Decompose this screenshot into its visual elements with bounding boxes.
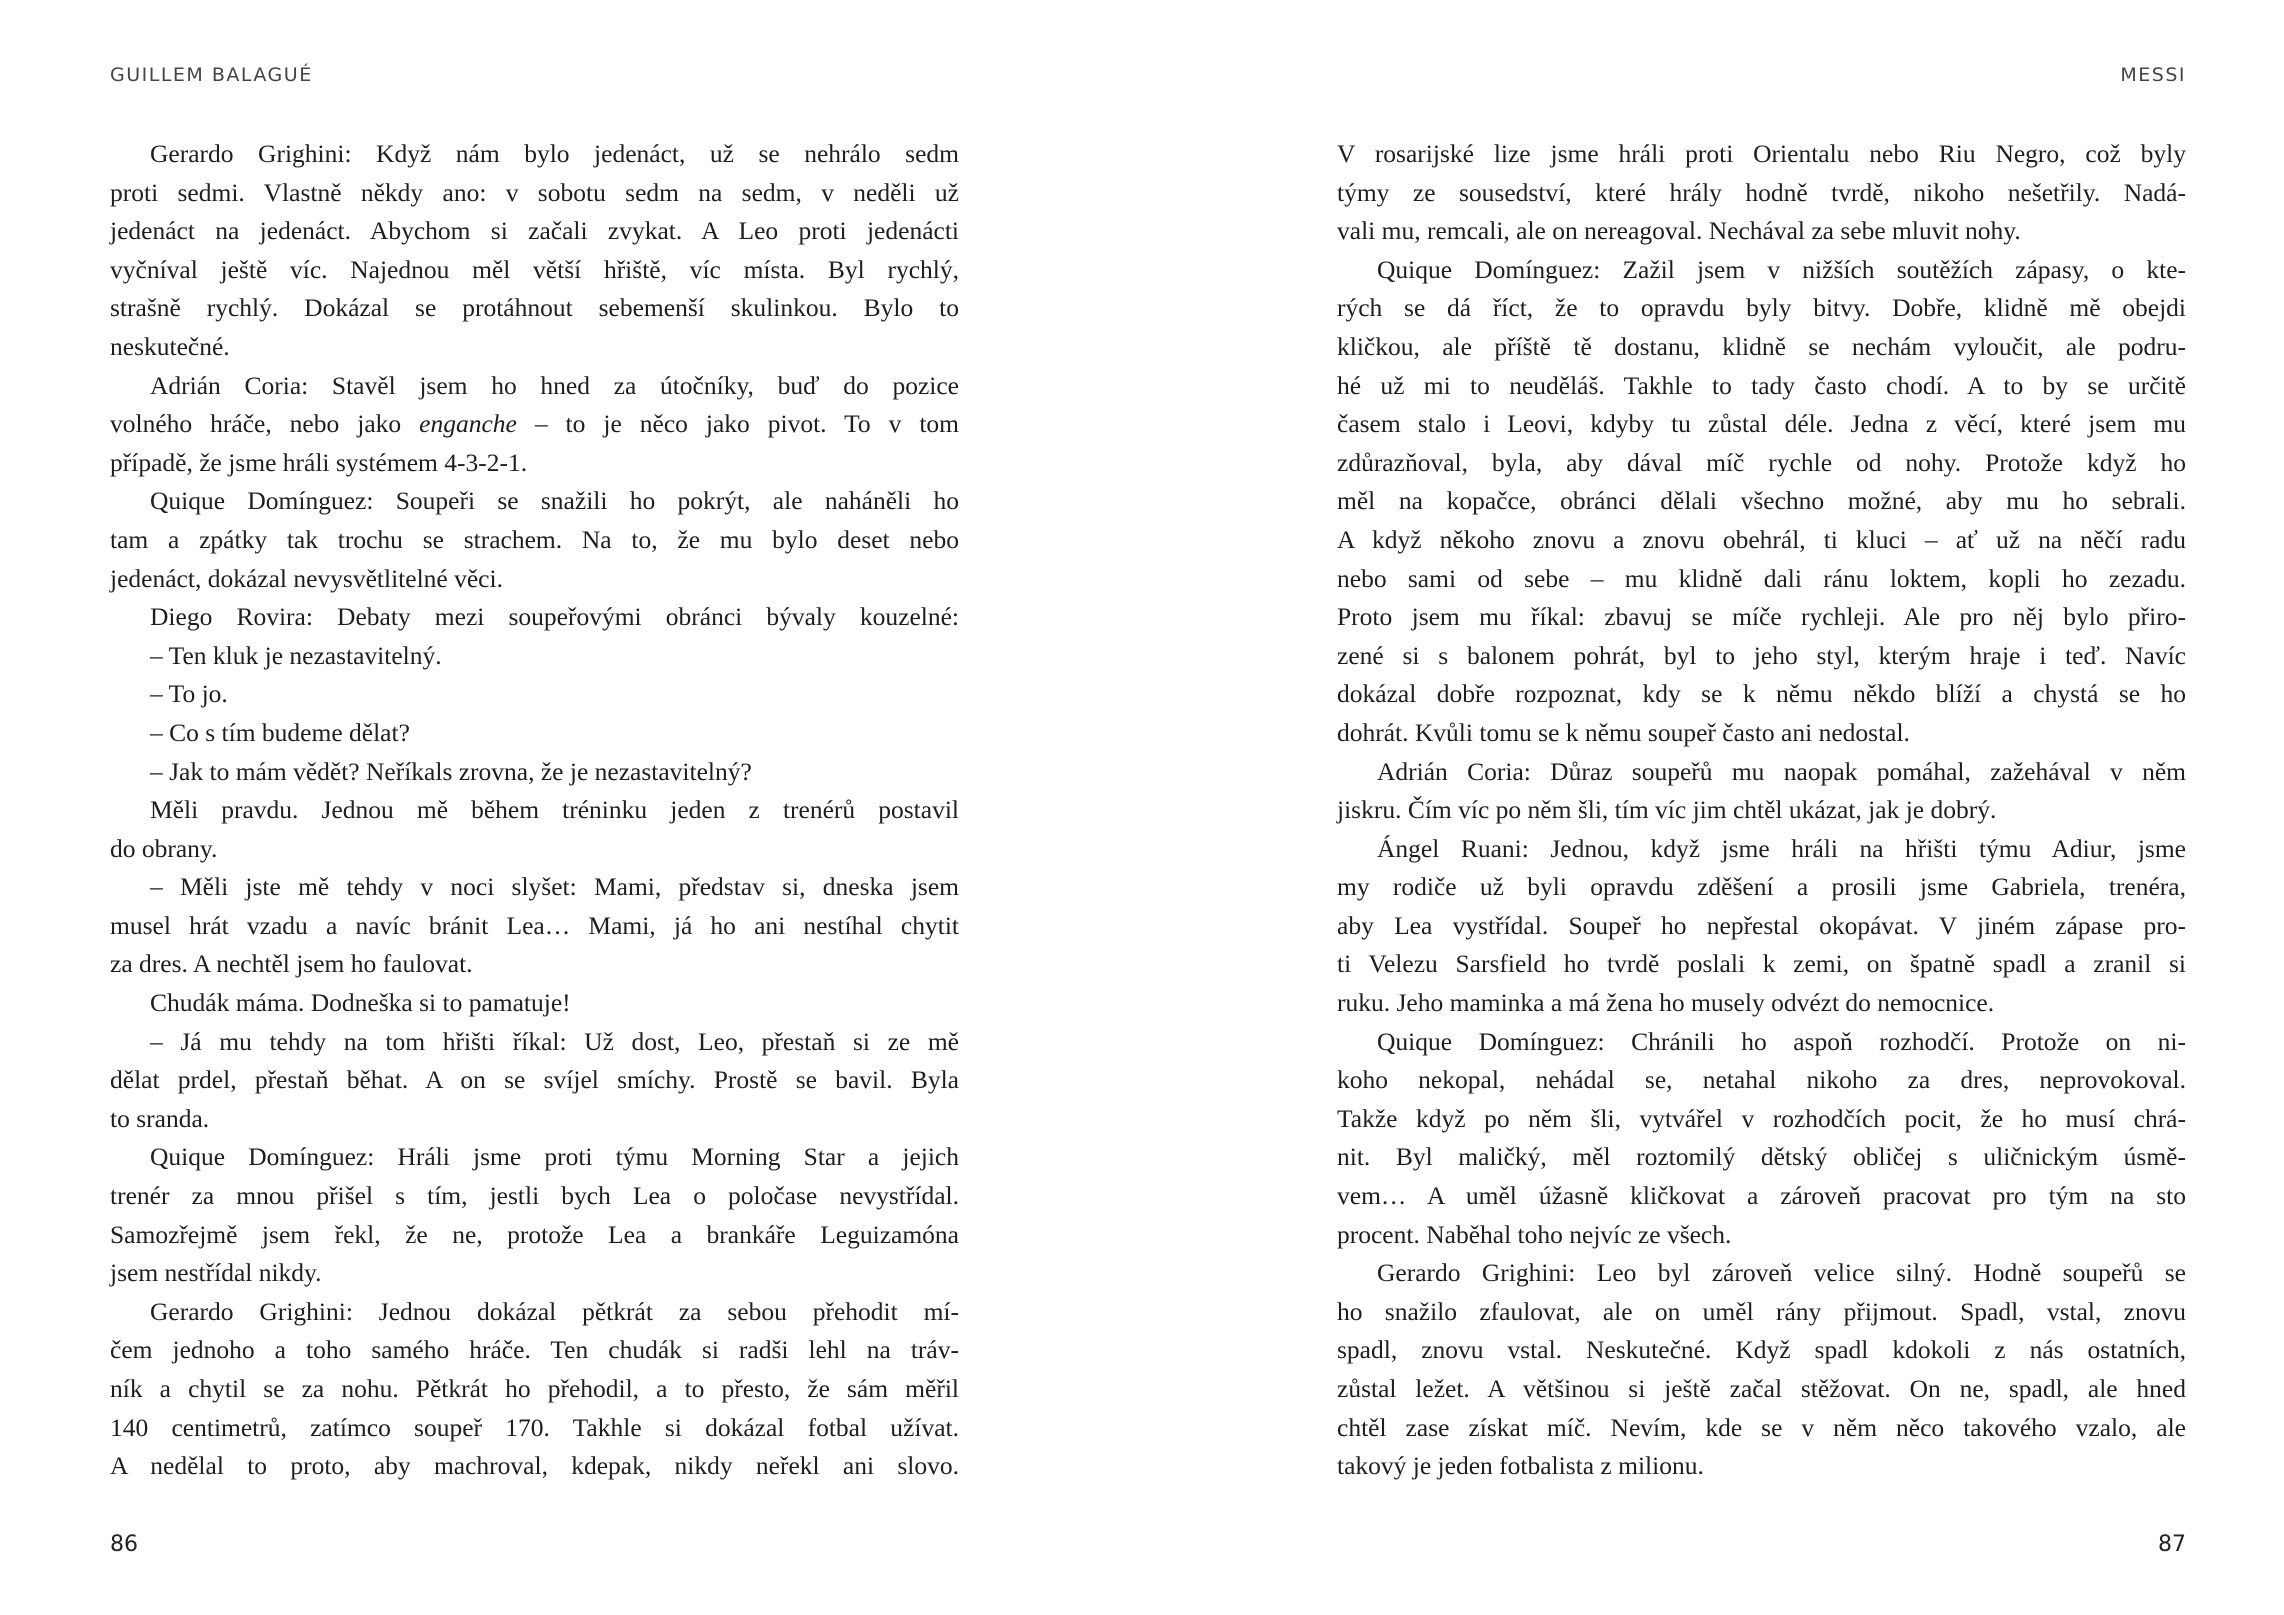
- text-line: [1337, 212, 2186, 251]
- text-segment: případě, že jsme hráli systémem 4-3-2-1.: [110, 447, 528, 477]
- text-segment: A nedělal to proto, aby machroval, kdepak, nikdy neřekl ani slovo.: [110, 1451, 959, 1481]
- text-segment: dělat prdel, přestaň běhat. A on se svíjel smíchy. Prostě se bavil. Byla: [110, 1065, 959, 1095]
- text-segment: kličkou, ale příště tě dostanu, klidně se nechám vyloučit, ale podru-: [1337, 331, 2186, 361]
- text-segment: to sranda.: [110, 1103, 210, 1133]
- text-segment: proti sedmi. Vlastně někdy ano: v sobotu sedm na sedm, v neděli už: [110, 177, 959, 207]
- text-segment: Gerardo Grighini: Leo byl zároveň velice silný. Hodně soupeřů se: [1377, 1258, 2186, 1288]
- text-line: [1337, 868, 2186, 907]
- text-segment: spadl, znovu vstal. Neskutečné. Když spadl kdokoli z nás ostatních,: [1337, 1335, 2186, 1365]
- text-line: [1337, 907, 2186, 946]
- text-line: [1337, 251, 2186, 290]
- text-segment: ti Velezu Sarsfield ho tvrdě poslali k zemi, on špatně spadl a zranil si: [1337, 949, 2186, 979]
- text-segment: neskutečné.: [110, 331, 230, 361]
- text-segment: vali mu, remcali, ale on nereagoval. Nechával za sebe mluvit nohy.: [1337, 216, 2021, 246]
- text-line: [110, 1138, 959, 1177]
- text-line: [110, 791, 959, 830]
- text-line: [1337, 1138, 2186, 1177]
- text-segment: Chudák máma. Dodneška si to pamatuje!: [150, 988, 571, 1018]
- text-segment: aby Lea vystřídal. Soupeř ho nepřestal okopávat. V jiném zápase pro-: [1337, 910, 2186, 940]
- text-line: [1337, 560, 2186, 599]
- text-segment: Quique Domínguez: Zažil jsem v nižších soutěžích zápasy, o kte-: [1377, 254, 2186, 284]
- text-line: [1337, 1254, 2186, 1293]
- text-line: [1337, 1447, 2186, 1486]
- text-segment: koho nekopal, nehádal se, netahal nikoho za dres, neprovokoval.: [1337, 1065, 2186, 1095]
- text-segment: týmy ze sousedství, které hrály hodně tvrdě, nikoho nešetřily. Nadá-: [1337, 177, 2186, 207]
- text-line: [110, 1370, 959, 1409]
- text-line: [110, 868, 959, 907]
- left-page-body: [110, 135, 959, 1486]
- text-line: [1337, 405, 2186, 444]
- text-segment: Adrián Coria: Důraz soupeřů mu naopak pomáhal, zažehával v něm: [1377, 756, 2186, 786]
- text-line: [110, 1023, 959, 1062]
- text-segment: dokázal dobře rozpoznat, kdy se k němu někdo blíží a chystá se ho: [1337, 679, 2186, 709]
- text-segment: zůstal ležet. A většinou si ještě začal stěžovat. On ne, spadl, ale hned: [1337, 1374, 2186, 1403]
- text-segment: dohrát. Kvůli tomu se k němu soupeř často ani nedostal.: [1337, 717, 1910, 747]
- text-line: [1337, 1061, 2186, 1100]
- text-line: [1337, 521, 2186, 560]
- text-segment: – Ten kluk je nezastavitelný.: [150, 640, 442, 670]
- text-line: [1337, 1293, 2186, 1332]
- text-segment: musel hrát vzadu a navíc bránit Lea… Mami, já ho ani nestíhal chytit: [110, 910, 959, 940]
- text-line: [110, 328, 959, 367]
- text-segment: volného hráče, nebo jako: [110, 409, 420, 439]
- text-segment: čem jednoho a toho samého hráče. Ten chudák si radši lehl na tráv-: [110, 1335, 959, 1365]
- text-segment: – Jak to mám vědět? Neříkals zrovna, že je nezastavitelný?: [150, 756, 752, 786]
- text-segment: Proto jsem mu říkal: zbavuj se míče rychleji. Ale pro něj bylo přiro-: [1337, 602, 2186, 632]
- text-segment: Diego Rovira: Debaty mezi soupeřovými obránci bývaly kouzelné:: [150, 602, 959, 632]
- italic-term: enganche: [419, 409, 517, 439]
- text-line: [1337, 174, 2186, 213]
- text-segment: do obrany.: [110, 833, 218, 863]
- text-line: [1337, 1100, 2186, 1139]
- text-line: [110, 1216, 959, 1255]
- text-line: [110, 1447, 959, 1486]
- text-line: [1337, 1409, 2186, 1448]
- text-line: [110, 289, 959, 328]
- right-page-body: [1337, 135, 2186, 1486]
- text-segment: ruku. Jeho maminka a má žena ho musely odvézt do nemocnice.: [1337, 988, 1995, 1018]
- text-line: [110, 251, 959, 290]
- text-segment: jsem nestřídal nikdy.: [110, 1258, 322, 1288]
- text-line: [110, 945, 959, 984]
- text-segment: Gerardo Grighini: Jednou dokázal pětkrát za sebou přehodit mí-: [150, 1296, 959, 1326]
- text-line: [1337, 1216, 2186, 1255]
- text-segment: jedenáct na jedenáct. Abychom si začali zvykat. A Leo proti jedenácti: [110, 216, 959, 246]
- text-line: [1337, 1177, 2186, 1216]
- text-line: [110, 753, 959, 792]
- text-segment: Měli pravdu. Jednou mě během tréninku jeden z trenérů postavil: [150, 795, 959, 825]
- text-segment: Samozřejmě jsem řekl, že ne, protože Lea a brankáře Leguizamóna: [110, 1219, 959, 1249]
- text-line: [110, 1061, 959, 1100]
- text-segment: trenér za mnou přišel s tím, jestli bych Lea o poločase nevystřídal.: [110, 1181, 959, 1211]
- text-segment: – to je něco jako pivot. To v tom: [516, 409, 959, 439]
- text-segment: – Co s tím budeme dělat?: [150, 717, 410, 747]
- text-segment: procent. Naběhal toho nejvíc ze všech.: [1337, 1219, 1732, 1249]
- text-segment: ník a chytil se za nohu. Pětkrát ho přehodil, a to přesto, že sám měřil: [110, 1374, 959, 1403]
- text-line: [110, 212, 959, 251]
- text-segment: chtěl zase získat míč. Nevím, kde se v něm něco takového vzalo, ale: [1337, 1412, 2186, 1442]
- text-segment: hé už mi to neuděláš. Takhle to tady často chodí. A to by se určitě: [1337, 370, 2186, 400]
- text-line: [110, 830, 959, 869]
- text-segment: jiskru. Čím víc po něm šli, tím víc jim chtěl ukázat, jak je dobrý.: [1337, 795, 1997, 825]
- text-segment: – Měli jste mě tehdy v noci slyšet: Mami, představ si, dneska jsem: [150, 872, 959, 902]
- text-line: [1337, 984, 2186, 1023]
- text-segment: Quique Domínguez: Soupeři se snažili ho pokrýt, ale naháněli ho: [150, 486, 959, 516]
- text-line: [110, 174, 959, 213]
- page-number-right: 87: [2158, 1532, 2186, 1557]
- text-line: [1337, 135, 2186, 174]
- text-segment: tam a zpátky tak trochu se strachem. Na to, že mu bylo deset nebo: [110, 524, 959, 554]
- text-segment: nit. Byl maličký, měl roztomilý dětský obličej s uličnickým úsmě-: [1337, 1142, 2186, 1172]
- text-segment: – To jo.: [150, 679, 228, 709]
- text-line: [1337, 1331, 2186, 1370]
- text-segment: strašně rychlý. Dokázal se protáhnout sebemenší skulinkou. Bylo to: [110, 293, 959, 323]
- text-line: [110, 1100, 959, 1139]
- text-line: [1337, 945, 2186, 984]
- text-segment: za dres. A nechtěl jsem ho faulovat.: [110, 949, 473, 979]
- text-segment: Quique Domínguez: Hráli jsme proti týmu Morning Star a jejich: [150, 1142, 959, 1172]
- text-segment: měl na kopačce, obránci dělali všechno možné, aby mu ho sebrali.: [1337, 486, 2186, 516]
- text-line: [110, 1254, 959, 1293]
- text-line: [110, 637, 959, 676]
- text-segment: vem… A uměl úžasně kličkovat a zároveň pracovat pro tým na sto: [1337, 1181, 2186, 1211]
- running-head-author: GUILLEM BALAGUÉ: [110, 64, 313, 86]
- text-line: [1337, 791, 2186, 830]
- text-line: [110, 444, 959, 483]
- text-line: [1337, 675, 2186, 714]
- text-segment: Quique Domínguez: Chránili ho aspoň rozhodčí. Protože on ni-: [1377, 1026, 2186, 1056]
- text-line: [110, 521, 959, 560]
- text-line: [1337, 367, 2186, 406]
- text-line: [110, 367, 959, 406]
- text-segment: my rodiče už byli opravdu zděšení a prosili jsme Gabriela, trenéra,: [1337, 872, 2186, 902]
- text-segment: ho snažilo zfaulovat, ale on uměl rány přijmout. Spadl, vstal, znovu: [1337, 1296, 2186, 1326]
- text-line: [1337, 598, 2186, 637]
- text-segment: V rosarijské lize jsme hráli proti Orientalu nebo Riu Negro, což byly: [1337, 139, 2186, 168]
- text-segment: Adrián Coria: Stavěl jsem ho hned za útočníky, buď do pozice: [150, 370, 959, 400]
- text-segment: jedenáct, dokázal nevysvětlitelné věci.: [110, 563, 503, 593]
- text-line: [110, 405, 959, 444]
- text-line: [110, 1409, 959, 1448]
- text-line: [110, 1177, 959, 1216]
- text-line: [1337, 830, 2186, 869]
- text-segment: vyčníval ještě víc. Najednou měl větší hřiště, víc místa. Byl rychlý,: [110, 254, 959, 284]
- text-segment: Takže když po něm šli, vytvářel v rozhodčích pocit, že ho musí chrá-: [1337, 1103, 2186, 1133]
- text-segment: Ángel Ruani: Jednou, když jsme hráli na hřišti týmu Adiur, jsme: [1377, 833, 2186, 863]
- text-segment: 140 centimetrů, zatímco soupeř 170. Takhle si dokázal fotbal užívat.: [110, 1412, 959, 1442]
- text-line: [1337, 753, 2186, 792]
- text-line: [110, 714, 959, 753]
- text-line: [1337, 328, 2186, 367]
- text-line: [1337, 1370, 2186, 1409]
- text-line: [110, 598, 959, 637]
- text-line: [110, 560, 959, 599]
- text-line: [1337, 714, 2186, 753]
- running-head-title: MESSI: [2120, 64, 2186, 86]
- text-segment: zené si s balonem pohrát, byl to jeho styl, kterým hraje i teď. Navíc: [1337, 640, 2186, 670]
- text-segment: – Já mu tehdy na tom hřišti říkal: Už dost, Leo, přestaň si ze mě: [150, 1026, 959, 1056]
- text-line: [110, 482, 959, 521]
- text-line: [110, 1293, 959, 1332]
- text-line: [1337, 482, 2186, 521]
- text-segment: rých se dá říct, že to opravdu byly bitvy. Dobře, klidně mě obejdi: [1337, 293, 2186, 323]
- text-line: [1337, 1023, 2186, 1062]
- text-segment: takový je jeden fotbalista z milionu.: [1337, 1451, 1704, 1481]
- text-line: [110, 675, 959, 714]
- text-line: [1337, 289, 2186, 328]
- page-number-left: 86: [110, 1532, 138, 1557]
- text-line: [110, 135, 959, 174]
- text-line: [110, 907, 959, 946]
- text-line: [110, 1331, 959, 1370]
- text-line: [1337, 637, 2186, 676]
- text-segment: zdůrazňoval, byla, aby dával míč rychle od nohy. Protože když ho: [1337, 447, 2186, 477]
- text-segment: nebo sami od sebe – mu klidně dali ránu loktem, kopli ho zezadu.: [1337, 563, 2186, 593]
- text-line: [1337, 444, 2186, 483]
- text-segment: A když někoho znovu a znovu obehrál, ti kluci – ať už na něčí radu: [1337, 524, 2186, 554]
- text-line: [110, 984, 959, 1023]
- text-segment: Gerardo Grighini: Když nám bylo jedenáct, už se nehrálo sedm: [150, 139, 959, 168]
- text-segment: časem stalo i Leovi, kdyby tu zůstal déle. Jedna z věcí, které jsem mu: [1337, 409, 2186, 439]
